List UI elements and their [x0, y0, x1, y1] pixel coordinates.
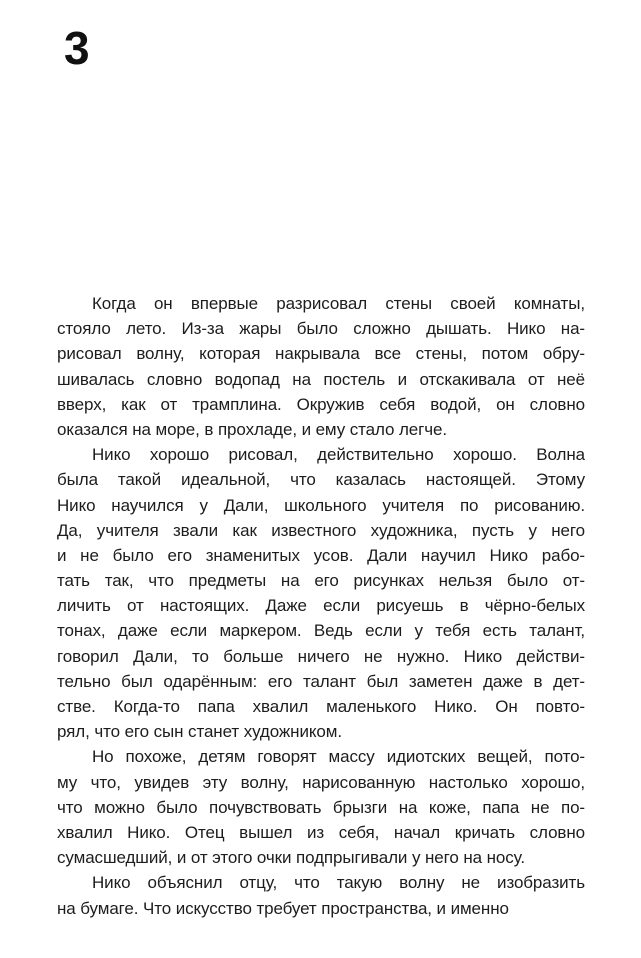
text-line: говорил Дали, то больше ничего не нужно. Нико действи- — [57, 646, 585, 666]
text-line: шивалась словно водопад на постель и отскакивала от неё — [57, 369, 585, 389]
text-line: рисовал волну, которая накрывала все стены, потом обру- — [57, 344, 585, 364]
text-line: хвалил Нико. Отец вышел из себя, начал кричать словно — [57, 822, 585, 842]
paragraph — [57, 744, 585, 870]
paragraph — [57, 442, 585, 744]
text-line: тонах, даже если маркером. Ведь если у тебя есть талант, — [57, 621, 585, 641]
paragraph — [57, 870, 585, 920]
text-line: Когда он впервые разрисовал стены своей комнаты, — [92, 294, 585, 313]
text-line: рял, что его сын станет художником. — [57, 722, 342, 742]
text-line: Нико хорошо рисовал, действительно хорошо. Волна — [92, 445, 585, 465]
text-line: стояло лето. Из-за жары было сложно дышать. Нико на- — [57, 319, 585, 339]
text-line: оказался на море, в прохладе, и ему стало легче. — [57, 419, 447, 439]
text-line: личить от настоящих. Даже если рисуешь в чёрно-белых — [57, 596, 585, 616]
text-line: на бумаге. Что искусство требует пространства, и именно — [57, 898, 509, 918]
text-line: что можно было почувствовать брызги на коже, папа не по- — [57, 797, 585, 817]
text-block — [57, 291, 585, 921]
text-line: Но похоже, детям говорят массу идиотских вещей, пото- — [92, 747, 585, 767]
text-line: тать так, что предметы на его рисунках нельзя было от- — [57, 571, 585, 591]
text-line: тельно был одарённым: его талант был заметен даже в дет- — [57, 671, 585, 691]
text-line: и не было его знаменитых усов. Дали научил Нико рабо- — [57, 545, 585, 565]
text-line: сумасшедший, и от этого очки подпрыгивали у него на носу. — [57, 848, 525, 868]
text-line: вверх, как от трамплина. Окружив себя водой, он словно — [57, 394, 585, 414]
text-line: стве. Когда-то папа хвалил маленького Нико. Он повто- — [57, 697, 585, 716]
text-line: была такой идеальной, что казалась настоящей. Этому — [57, 470, 585, 490]
text-line: Нико объяснил отцу, что такую волну не изобразить — [92, 873, 585, 893]
text-line: Да, учителя звали как известного художника, пусть у него — [57, 520, 585, 540]
paragraph — [57, 291, 585, 442]
text-line: Нико научился у Дали, школьного учителя по рисованию. — [57, 495, 585, 515]
chapter-number: 3 — [64, 22, 90, 74]
text-line: му что, увидев эту волну, нарисованную настолько хорошо, — [57, 772, 585, 792]
